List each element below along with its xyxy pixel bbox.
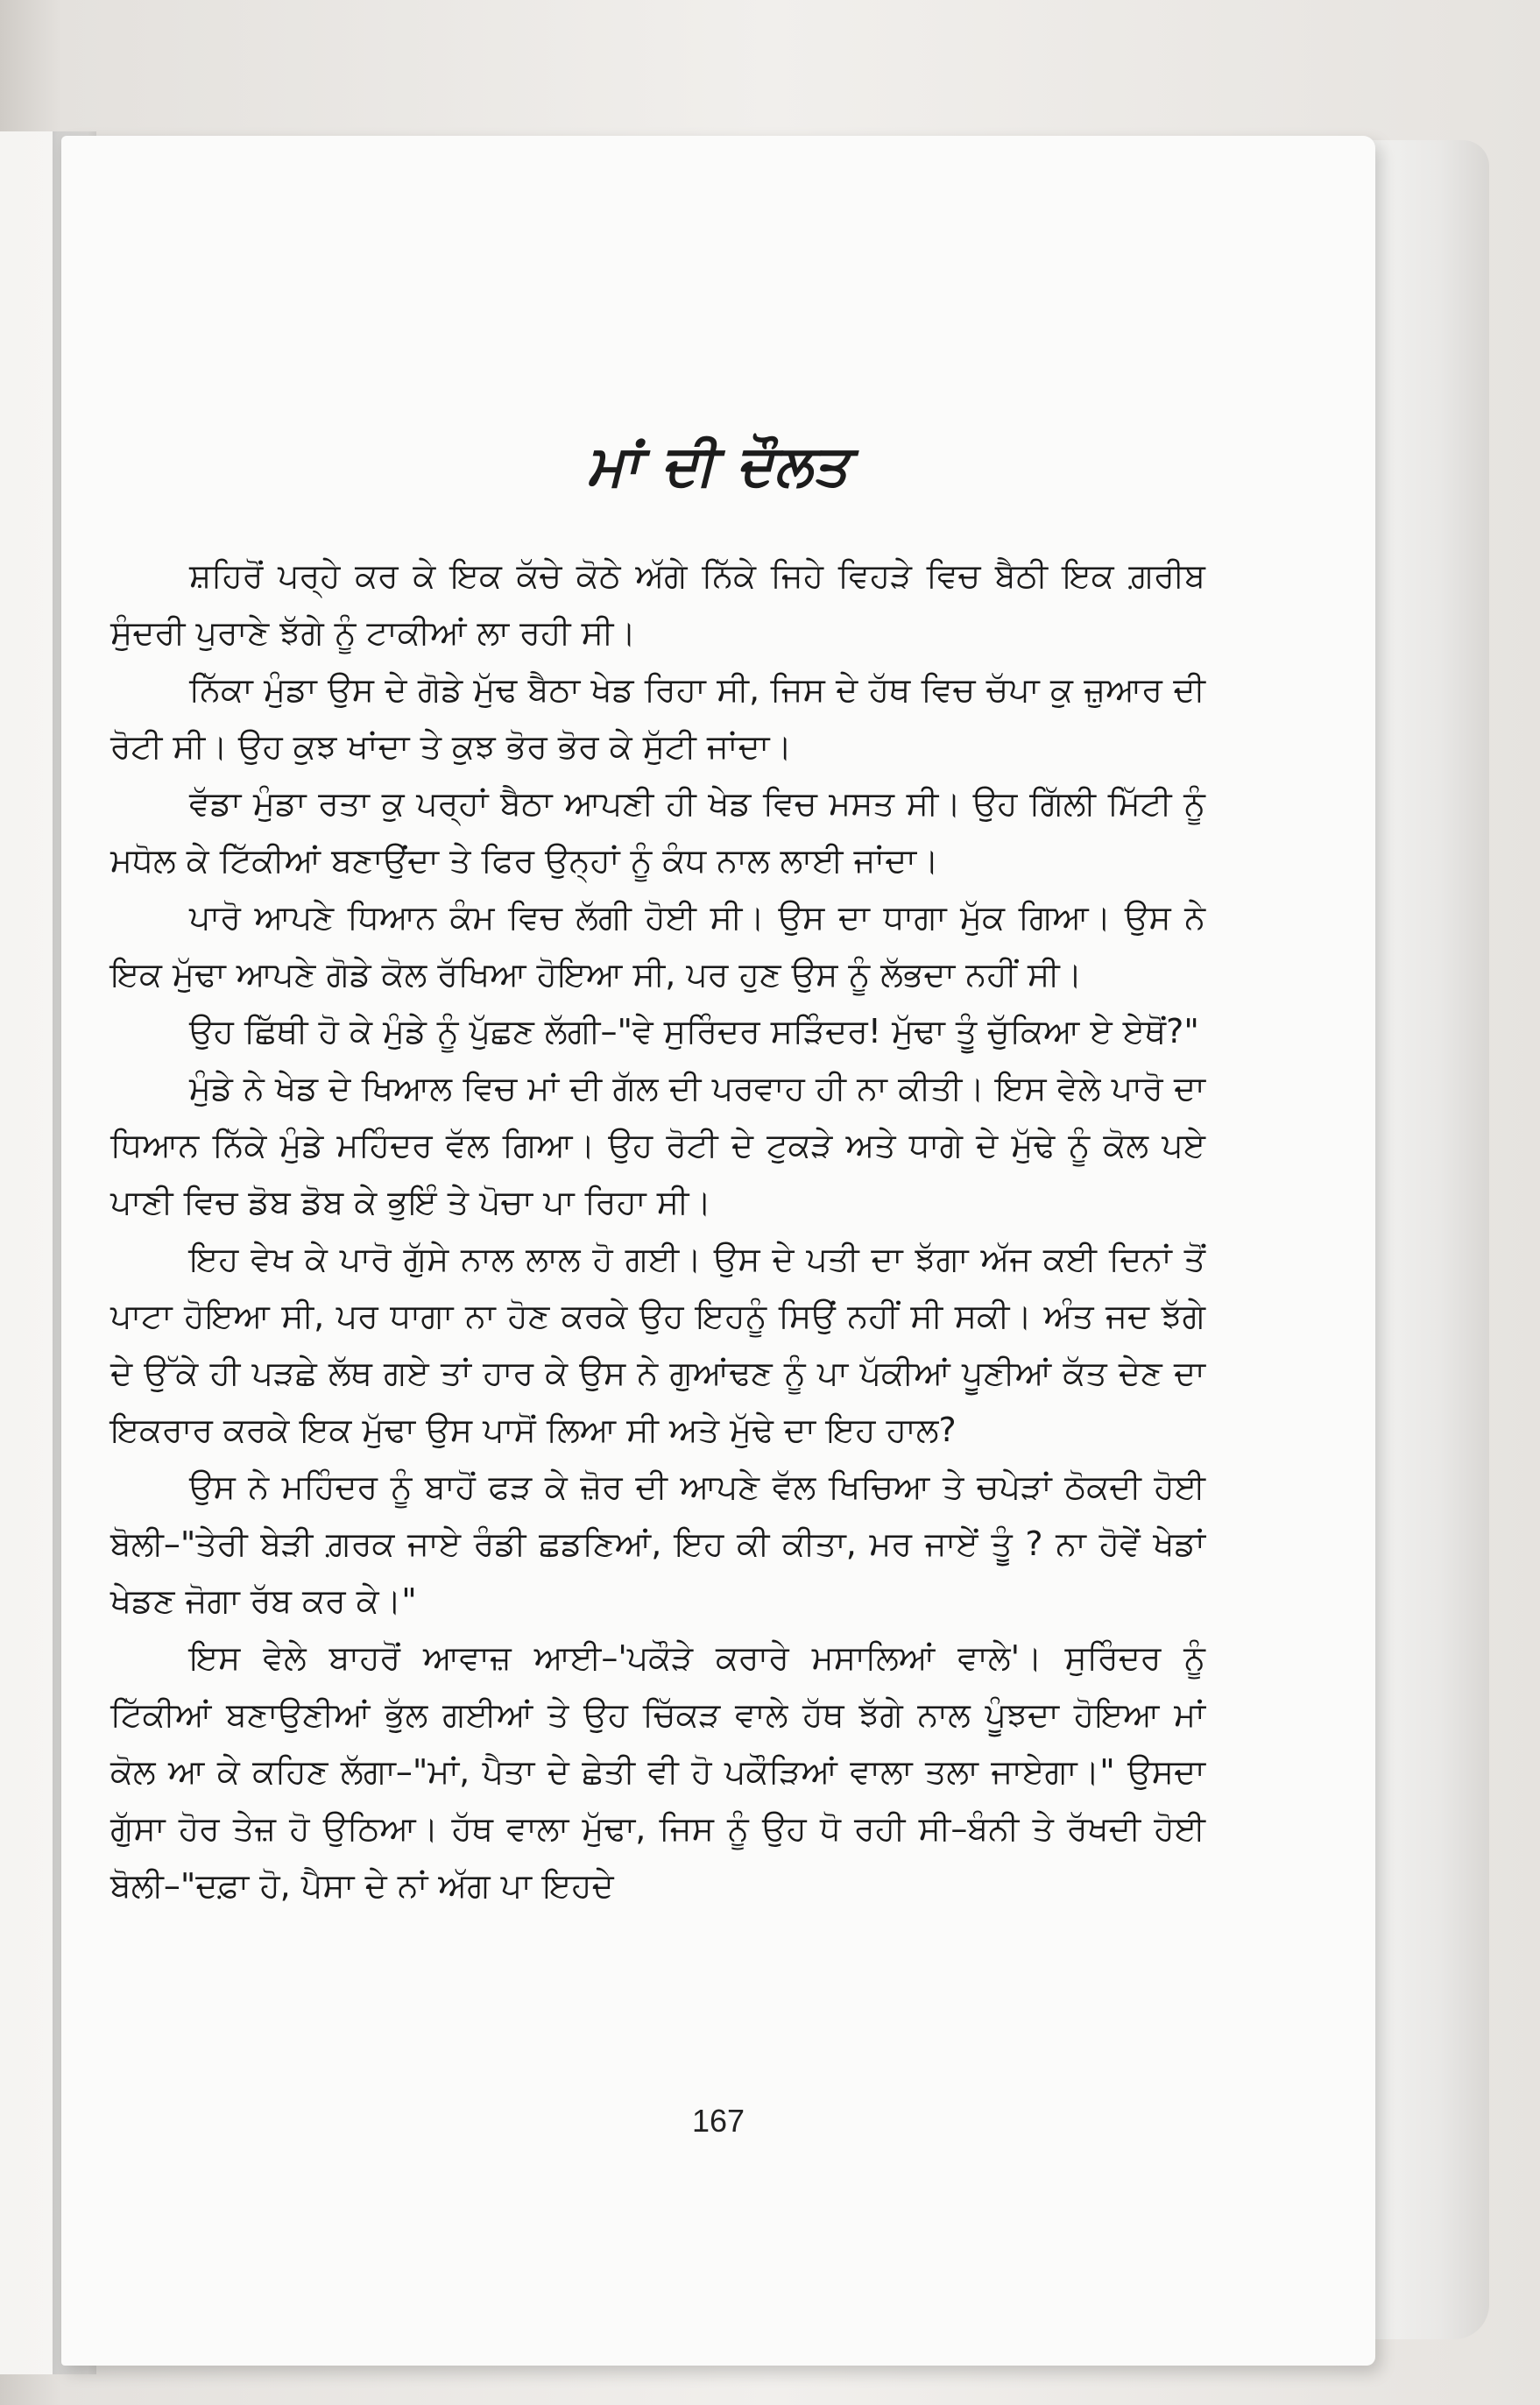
book-page bbox=[61, 136, 1375, 2366]
paragraph: ਸ਼ਹਿਰੋਂ ਪਰ੍ਹੇ ਕਰ ਕੇ ਇਕ ਕੱਚੇ ਕੋਠੇ ਅੱਗੇ ਨਿੱਕੇ ਜਿਹੇ ਵਿਹੜੇ ਵਿਚ ਬੈਠੀ ਇਕ ਗ਼ਰੀਬ ਸੁੰਦਰੀ ਪੁਰਾਣੇ ਝੱਗੇ ਨੂੰ ਟਾਕੀਆਂ ਲਾ ਰਹੀ ਸੀ। bbox=[110, 556, 1205, 652]
paragraph: ਇਸ ਵੇਲੇ ਬਾਹਰੋਂ ਆਵਾਜ਼ ਆਈ–'ਪਕੌੜੇ ਕਰਾਰੇ ਮਸਾਲਿਆਂ ਵਾਲੇ'। ਸੁਰਿੰਦਰ ਨੂੰ ਟਿੱਕੀਆਂ ਬਣਾਉਣੀਆਂ ਭੁੱਲ ਗਈਆਂ ਤੇ ਉਹ ਚਿੱਕੜ ਵਾਲੇ ਹੱਥ ਝੱਗੇ ਨਾਲ ਪੂੰਝਦਾ ਹੋਇਆ ਮਾਂ ਕੋਲ ਆ ਕੇ ਕਹਿਣ ਲੱਗਾ–"ਮਾਂ, ਪੈਤਾ ਦੇ ਛੇਤੀ ਵੀ ਹੋ ਪਕੌੜਿਆਂ ਵਾਲਾ ਤਲਾ ਜਾਏਗਾ।" ਉਸਦਾ ਗੁੱਸਾ ਹੋਰ ਤੇਜ਼ ਹੋ ਉਠਿਆ। ਹੱਥ ਵਾਲਾ ਮੁੱਢਾ, ਜਿਸ ਨੂੰ ਉਹ ਧੋ ਰਹੀ ਸੀ–ਬੰਨੀ ਤੇ ਰੱਖਦੀ ਹੋਈ ਬੋਲੀ–"ਦਫ਼ਾ ਹੋ, ਪੈਸਾ ਦੇ ਨਾਂ ਅੱਗ ਪਾ ਇਹਦੇ bbox=[110, 1638, 1205, 1905]
paragraph: ਉਸ ਨੇ ਮਹਿੰਦਰ ਨੂੰ ਬਾਹੋਂ ਫੜ ਕੇ ਜ਼ੋਰ ਦੀ ਆਪਣੇ ਵੱਲ ਖਿਚਿਆ ਤੇ ਚਪੇੜਾਂ ਠੋਕਦੀ ਹੋਈ ਬੋਲੀ–"ਤੇਰੀ ਬੇੜੀ ਗ਼ਰਕ ਜਾਏ ਰੰਡੀ ਛਡਣਿਆਂ, ਇਹ ਕੀ ਕੀਤਾ, ਮਰ ਜਾਏਂ ਤੂੰ ? ਨਾ ਹੋਵੇਂ ਖੇਡਾਂ ਖੇਡਣ ਜੋਗਾ ਰੱਬ ਕਰ ਕੇ।" bbox=[110, 1468, 1205, 1620]
paragraph: ਨਿੱਕਾ ਮੁੰਡਾ ਉਸ ਦੇ ਗੋਡੇ ਮੁੱਢ ਬੈਠਾ ਖੇਡ ਰਿਹਾ ਸੀ, ਜਿਸ ਦੇ ਹੱਥ ਵਿਚ ਚੱਪਾ ਕੁ ਜ਼ੁਆਰ ਦੀ ਰੋਟੀ ਸੀ। ਉਹ ਕੁਝ ਖਾਂਦਾ ਤੇ ਕੁਝ ਭੋਰ ਭੋਰ ਕੇ ਸੁੱਟੀ ਜਾਂਦਾ। bbox=[110, 670, 1205, 766]
paragraph: ਇਹ ਵੇਖ ਕੇ ਪਾਰੋ ਗੁੱਸੇ ਨਾਲ ਲਾਲ ਹੋ ਗਈ। ਉਸ ਦੇ ਪਤੀ ਦਾ ਝੱਗਾ ਅੱਜ ਕਈ ਦਿਨਾਂ ਤੋਂ ਪਾਟਾ ਹੋਇਆ ਸੀ, ਪਰ ਧਾਗਾ ਨਾ ਹੋਣ ਕਰਕੇ ਉਹ ਇਹਨੂੰ ਸਿਉਂ ਨਹੀਂ ਸੀ ਸਕੀ। ਅੰਤ ਜਦ ਝੱਗੇ ਦੇ ਉੱਕੇ ਹੀ ਪੜਛੇ ਲੱਥ ਗਏ ਤਾਂ ਹਾਰ ਕੇ ਉਸ ਨੇ ਗੁਆਂਢਣ ਨੂੰ ਪਾ ਪੱਕੀਆਂ ਪੂਣੀਆਂ ਕੱਤ ਦੇਣ ਦਾ ਇਕਰਾਰ ਕਰਕੇ ਇਕ ਮੁੱਢਾ ਉਸ ਪਾਸੋਂ ਲਿਆ ਸੀ ਅਤੇ ਮੁੱਢੇ ਦਾ ਇਹ ਹਾਲ? bbox=[110, 1240, 1205, 1449]
paragraph: ਉਹ ਛਿੱਥੀ ਹੋ ਕੇ ਮੁੰਡੇ ਨੂੰ ਪੁੱਛਣ ਲੱਗੀ–"ਵੇ ਸੁਰਿੰਦਰ ਸੜਿੰਦਰ! ਮੁੱਢਾ ਤੂੰ ਚੁੱਕਿਆ ਏ ਏਥੋਂ?" bbox=[189, 1012, 1199, 1050]
right-page-stack bbox=[1367, 140, 1489, 2339]
paragraph: ਮੁੰਡੇ ਨੇ ਖੇਡ ਦੇ ਖਿਆਲ ਵਿਚ ਮਾਂ ਦੀ ਗੱਲ ਦੀ ਪਰਵਾਹ ਹੀ ਨਾ ਕੀਤੀ। ਇਸ ਵੇਲੇ ਪਾਰੋ ਦਾ ਧਿਆਨ ਨਿੱਕੇ ਮੁੰਡੇ ਮਹਿੰਦਰ ਵੱਲ ਗਿਆ। ਉਹ ਰੋਟੀ ਦੇ ਟੁਕੜੇ ਅਤੇ ਧਾਗੇ ਦੇ ਮੁੱਢੇ ਨੂੰ ਕੋਲ ਪਏ ਪਾਣੀ ਵਿਚ ਡੋਬ ਡੋਬ ਕੇ ਭੁਇੰ ਤੇ ਪੋਚਾ ਪਾ ਰਿਹਾ ਸੀ। bbox=[110, 1069, 1205, 1221]
page-number: 167 bbox=[691, 2103, 745, 2139]
paragraph: ਵੱਡਾ ਮੁੰਡਾ ਰਤਾ ਕੁ ਪਰ੍ਹਾਂ ਬੈਠਾ ਆਪਣੀ ਹੀ ਖੇਡ ਵਿਚ ਮਸਤ ਸੀ। ਉਹ ਗਿੱਲੀ ਮਿੱਟੀ ਨੂੰ ਮਧੋਲ ਕੇ ਟਿੱਕੀਆਂ ਬਣਾਉਂਦਾ ਤੇ ਫਿਰ ਉਨ੍ਹਾਂ ਨੂੰ ਕੰਧ ਨਾਲ ਲਾਈ ਜਾਂਦਾ। bbox=[110, 784, 1205, 880]
chapter-title: ਮਾਂ ਦੀ ਦੌਲਤ bbox=[586, 434, 850, 499]
paragraph: ਪਾਰੋ ਆਪਣੇ ਧਿਆਨ ਕੰਮ ਵਿਚ ਲੱਗੀ ਹੋਈ ਸੀ। ਉਸ ਦਾ ਧਾਗਾ ਮੁੱਕ ਗਿਆ। ਉਸ ਨੇ ਇਕ ਮੁੱਢਾ ਆਪਣੇ ਗੋਡੇ ਕੋਲ ਰੱਖਿਆ ਹੋਇਆ ਸੀ, ਪਰ ਹੁਣ ਉਸ ਨੂੰ ਲੱਭਦਾ ਨਹੀਂ ਸੀ। bbox=[110, 898, 1205, 994]
story-body bbox=[110, 548, 1205, 1914]
